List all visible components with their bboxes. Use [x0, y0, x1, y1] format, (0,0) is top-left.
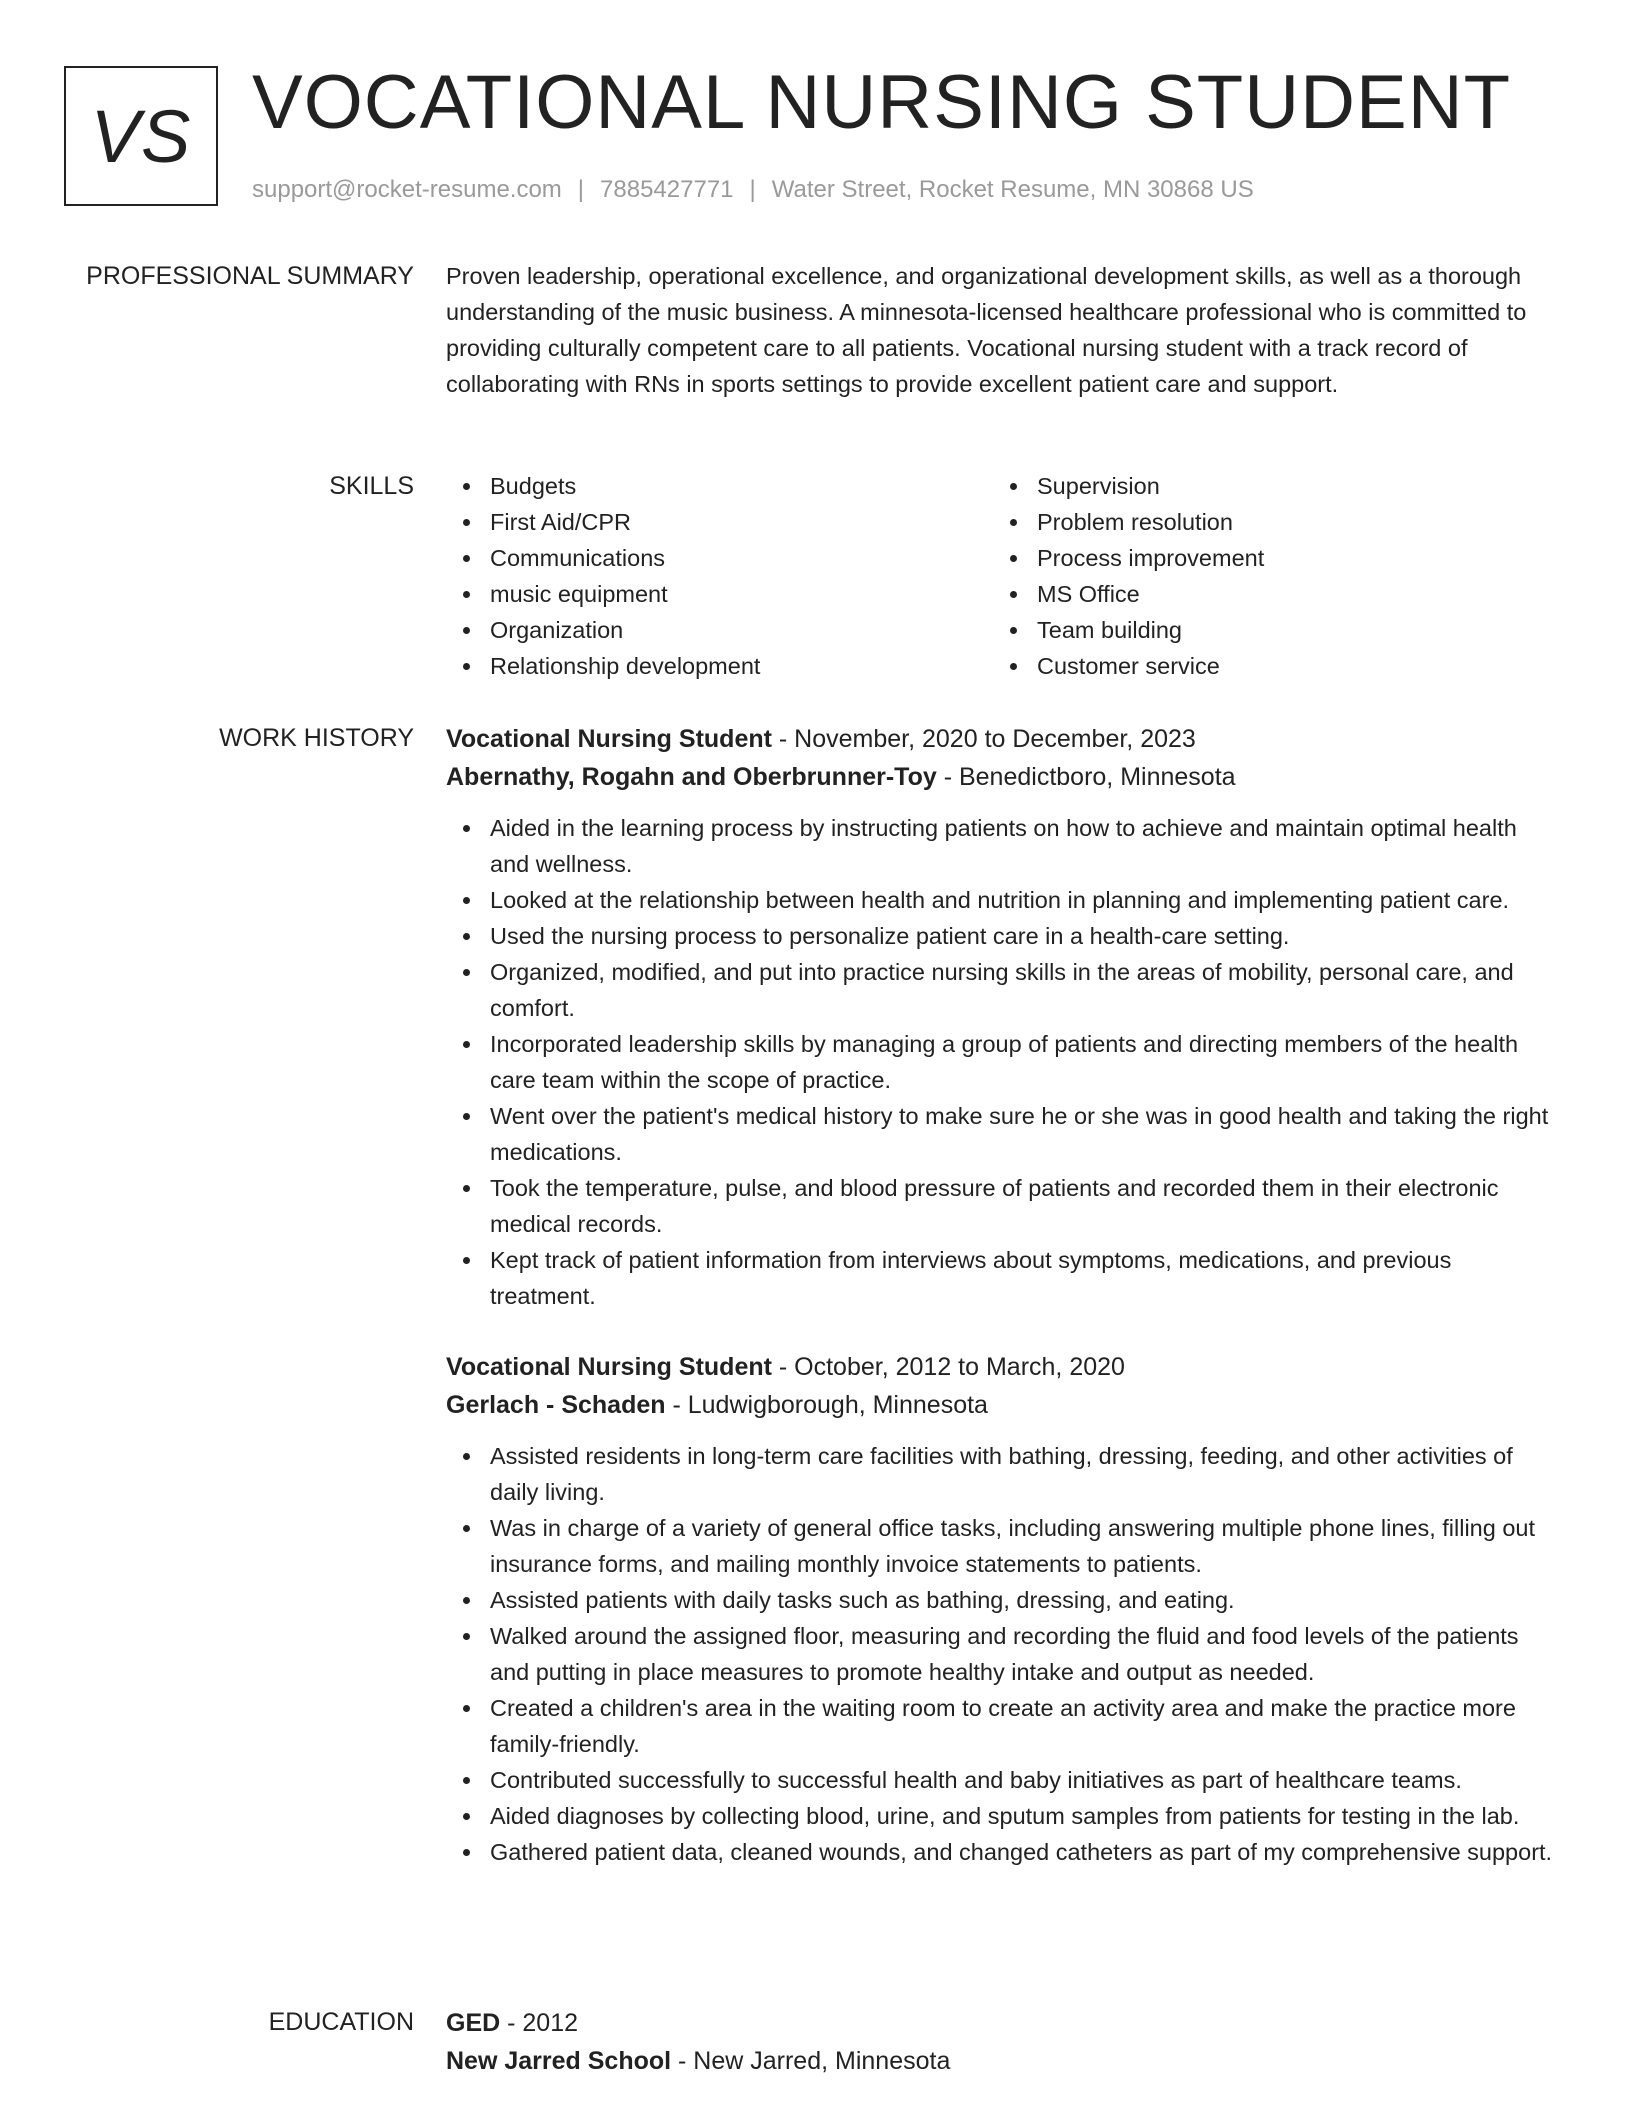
skill-item: Supervision — [993, 468, 1540, 504]
job-bullet: Aided in the learning process by instructing patients on how to achieve and maintain optimal health and wellness. — [446, 810, 1556, 882]
skill-item: MS Office — [993, 576, 1540, 612]
education-body — [446, 2004, 1556, 2080]
skill-item: Budgets — [446, 468, 993, 504]
job-bullet: Took the temperature, pulse, and blood pressure of patients and recorded them in their electronic medical records. — [446, 1170, 1556, 1242]
skills-body — [446, 468, 1556, 684]
section-heading-work-history: WORK HISTORY — [219, 724, 414, 752]
education-degree-line — [446, 2004, 1556, 2042]
job-title: Vocational Nursing Student — [446, 1353, 772, 1381]
skills-list — [446, 468, 1556, 684]
skill-item: Communications — [446, 540, 993, 576]
section-heading-summary: PROFESSIONAL SUMMARY — [86, 262, 414, 290]
job-bullet: Gathered patient data, cleaned wounds, and changed catheters as part of my comprehensive support. — [446, 1834, 1556, 1870]
skill-item: music equipment — [446, 576, 993, 612]
job-company: Abernathy, Rogahn and Oberbrunner-Toy — [446, 763, 937, 791]
summary-text: Proven leadership, operational excellence, and organizational development skills, as well as a thorough understanding of the music business. A minnesota-licensed healthcare professional who is committed to providing culturally competent care to all patients. Vocational nursing student with a track record of collaborating with RNs in sports settings to provide excellent patient care and support. — [446, 263, 1527, 397]
contact-phone: 7885427771 — [600, 176, 734, 203]
section-heading-education: EDUCATION — [268, 2008, 414, 2036]
skill-item: Organization — [446, 612, 993, 648]
job-bullet: Kept track of patient information from interviews about symptoms, medications, and previous treatment. — [446, 1242, 1556, 1314]
skill-item: Customer service — [993, 648, 1540, 684]
job-bullet: Walked around the assigned floor, measuring and recording the fluid and food levels of the patients and putting in place measures to promote healthy intake and output as needed. — [446, 1618, 1556, 1690]
contact-address: Water Street, Rocket Resume, MN 30868 US — [771, 176, 1254, 203]
job-bullet: Assisted patients with daily tasks such as bathing, dressing, and eating. — [446, 1582, 1556, 1618]
job-location: - Benedictboro, Minnesota — [936, 763, 1236, 791]
job-bullet: Incorporated leadership skills by managing a group of patients and directing members of the health care team within the scope of practice. — [446, 1026, 1556, 1098]
job-bullet: Went over the patient's medical history to make sure he or she was in good health and taking the right medications. — [446, 1098, 1556, 1170]
contact-separator: | — [749, 176, 756, 203]
monogram-box — [64, 66, 218, 206]
education-year: - 2012 — [500, 2009, 579, 2037]
job-title-line — [446, 1348, 1556, 1386]
skill-item: Process improvement — [993, 540, 1540, 576]
job-bullet: Organized, modified, and put into practice nursing skills in the areas of mobility, personal care, and comfort. — [446, 954, 1556, 1026]
job-bullet: Assisted residents in long-term care facilities with bathing, dressing, feeding, and other activities of daily living. — [446, 1438, 1556, 1510]
skill-item: Team building — [993, 612, 1540, 648]
education-degree: GED — [446, 2009, 501, 2037]
job-bullet: Used the nursing process to personalize patient care in a health-care setting. — [446, 918, 1556, 954]
job-title: Vocational Nursing Student — [446, 725, 772, 753]
education-school-line — [446, 2042, 1556, 2080]
job-entry — [446, 720, 1556, 1314]
job-company-line — [446, 1386, 1556, 1424]
job-bullet: Created a children's area in the waiting room to create an activity area and make the practice more family-friendly. — [446, 1690, 1556, 1762]
contact-separator: | — [577, 176, 585, 203]
job-dates: - October, 2012 to March, 2020 — [771, 1353, 1125, 1381]
job-company: Gerlach - Schaden — [446, 1391, 666, 1419]
summary-body — [446, 258, 1556, 402]
skill-item: Relationship development — [446, 648, 993, 684]
job-dates: - November, 2020 to December, 2023 — [771, 725, 1196, 753]
contact-email: support@rocket-resume.com — [252, 176, 562, 203]
job-bullet: Aided diagnoses by collecting blood, urine, and sputum samples from patients for testing in the lab. — [446, 1798, 1556, 1834]
job-bullet: Contributed successfully to successful health and baby initiatives as part of healthcare teams. — [446, 1762, 1556, 1798]
job-entry — [446, 1348, 1556, 1870]
job-bullets — [446, 1438, 1556, 1870]
education-location: - New Jarred, Minnesota — [671, 2047, 951, 2075]
job-bullets — [446, 810, 1556, 1314]
job-bullet: Looked at the relationship between health and nutrition in planning and implementing patient care. — [446, 882, 1556, 918]
job-company-line — [446, 758, 1556, 796]
job-bullet: Was in charge of a variety of general office tasks, including answering multiple phone lines, filling out insurance forms, and mailing monthly invoice statements to patients. — [446, 1510, 1556, 1582]
skill-item: First Aid/CPR — [446, 504, 993, 540]
skill-item: Problem resolution — [993, 504, 1540, 540]
job-location: - Ludwigborough, Minnesota — [665, 1391, 988, 1419]
education-school: New Jarred School — [446, 2047, 672, 2075]
job-title-line — [446, 720, 1556, 758]
section-heading-skills: SKILLS — [329, 472, 414, 500]
work-history-body — [446, 720, 1556, 1870]
monogram-initials: VS — [90, 94, 192, 178]
contact-line — [252, 174, 1254, 206]
candidate-title: VOCATIONAL NURSING STUDENT — [252, 60, 1511, 145]
